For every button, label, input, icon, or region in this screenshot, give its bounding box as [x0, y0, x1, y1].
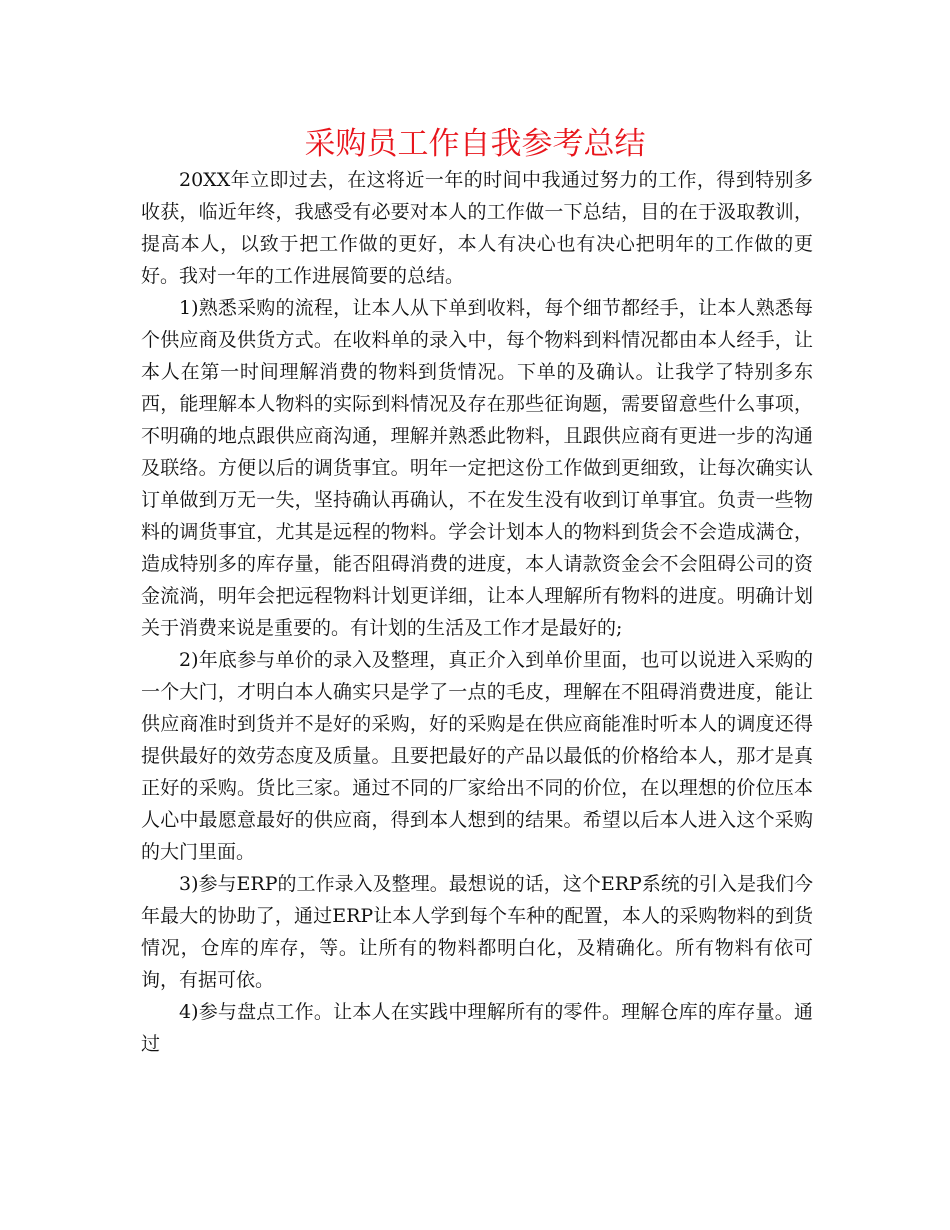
- document-body: [141, 164, 813, 1060]
- paragraph-item-3: 3)参与ERP的工作录入及整理。最想说的话，这个ERP系统的引入是我们今年最大的协助了，通过ERP让本人学到每个车种的配置，本人的采购物料的到货情况，仓库的库存，等。让所有的物料都明白化，及精确化。所有物料有依可询，有据可依。: [141, 873, 813, 991]
- paragraph-item-2: 2)年底参与单价的录入及整理，真正介入到单价里面，也可以说进入采购的一个大门，才明白本人确实只是学了一点的毛皮，理解在不阻碍消费进度，能让供应商准时到货并不是好的采购，好的采购是在供应商能准时听本人的调度还得提供最好的效劳态度及质量。且要把最好的产品以最低的价格给本人，那才是真正好的采购。货比三家。通过不同的厂家给出不同的价位，在以理想的价位压本人心中最愿意最好的供应商，得到本人想到的结果。希望以后本人进入这个采购的大门里面。: [141, 649, 813, 863]
- document-title: 采购员工作自我参考总结: [304, 126, 646, 162]
- paragraph-intro: 20XX年立即过去，在这将近一年的时间中我通过努力的工作，得到特别多收获，临近年终，我感受有必要对本人的工作做一下总结，目的在于汲取教训，提高本人，以致于把工作做的更好，本人有决心也有决心把明年的工作做的更好。我对一年的工作进展简要的总结。: [141, 169, 813, 287]
- paragraph-item-1: 1)熟悉采购的流程，让本人从下单到收料，每个细节都经手，让本人熟悉每个供应商及供货方式。在收料单的录入中，每个物料到料情况都由本人经手，让本人在第一时间理解消费的物料到货情况。下单的及确认。让我学了特别多东西，能理解本人物料的实际到料情况及存在那些征询题，需要留意些什么事项，不明确的地点跟供应商沟通，理解并熟悉此物料，且跟供应商有更进一步的沟通及联络。方便以后的调货事宜。明年一定把这份工作做到更细致，让每次确实认订单做到万无一失，坚持确认再确认，不在发生没有收到订单事宜。负责一些物料的调货事宜，尤其是远程的物料。学会计划本人的物料到货会不会造成满仓，造成特别多的库存量，能否阻碍消费的进度，本人请款资金会不会阻碍公司的资金流淌，明年会把远程物料计划更详细，让本人理解所有物料的进度。明确计划关于消费来说是重要的。有计划的生活及工作才是最好的;: [141, 297, 813, 639]
- paragraph-item-4: 4)参与盘点工作。让本人在实践中理解所有的零件。理解仓库的库存量。通过: [141, 1001, 813, 1055]
